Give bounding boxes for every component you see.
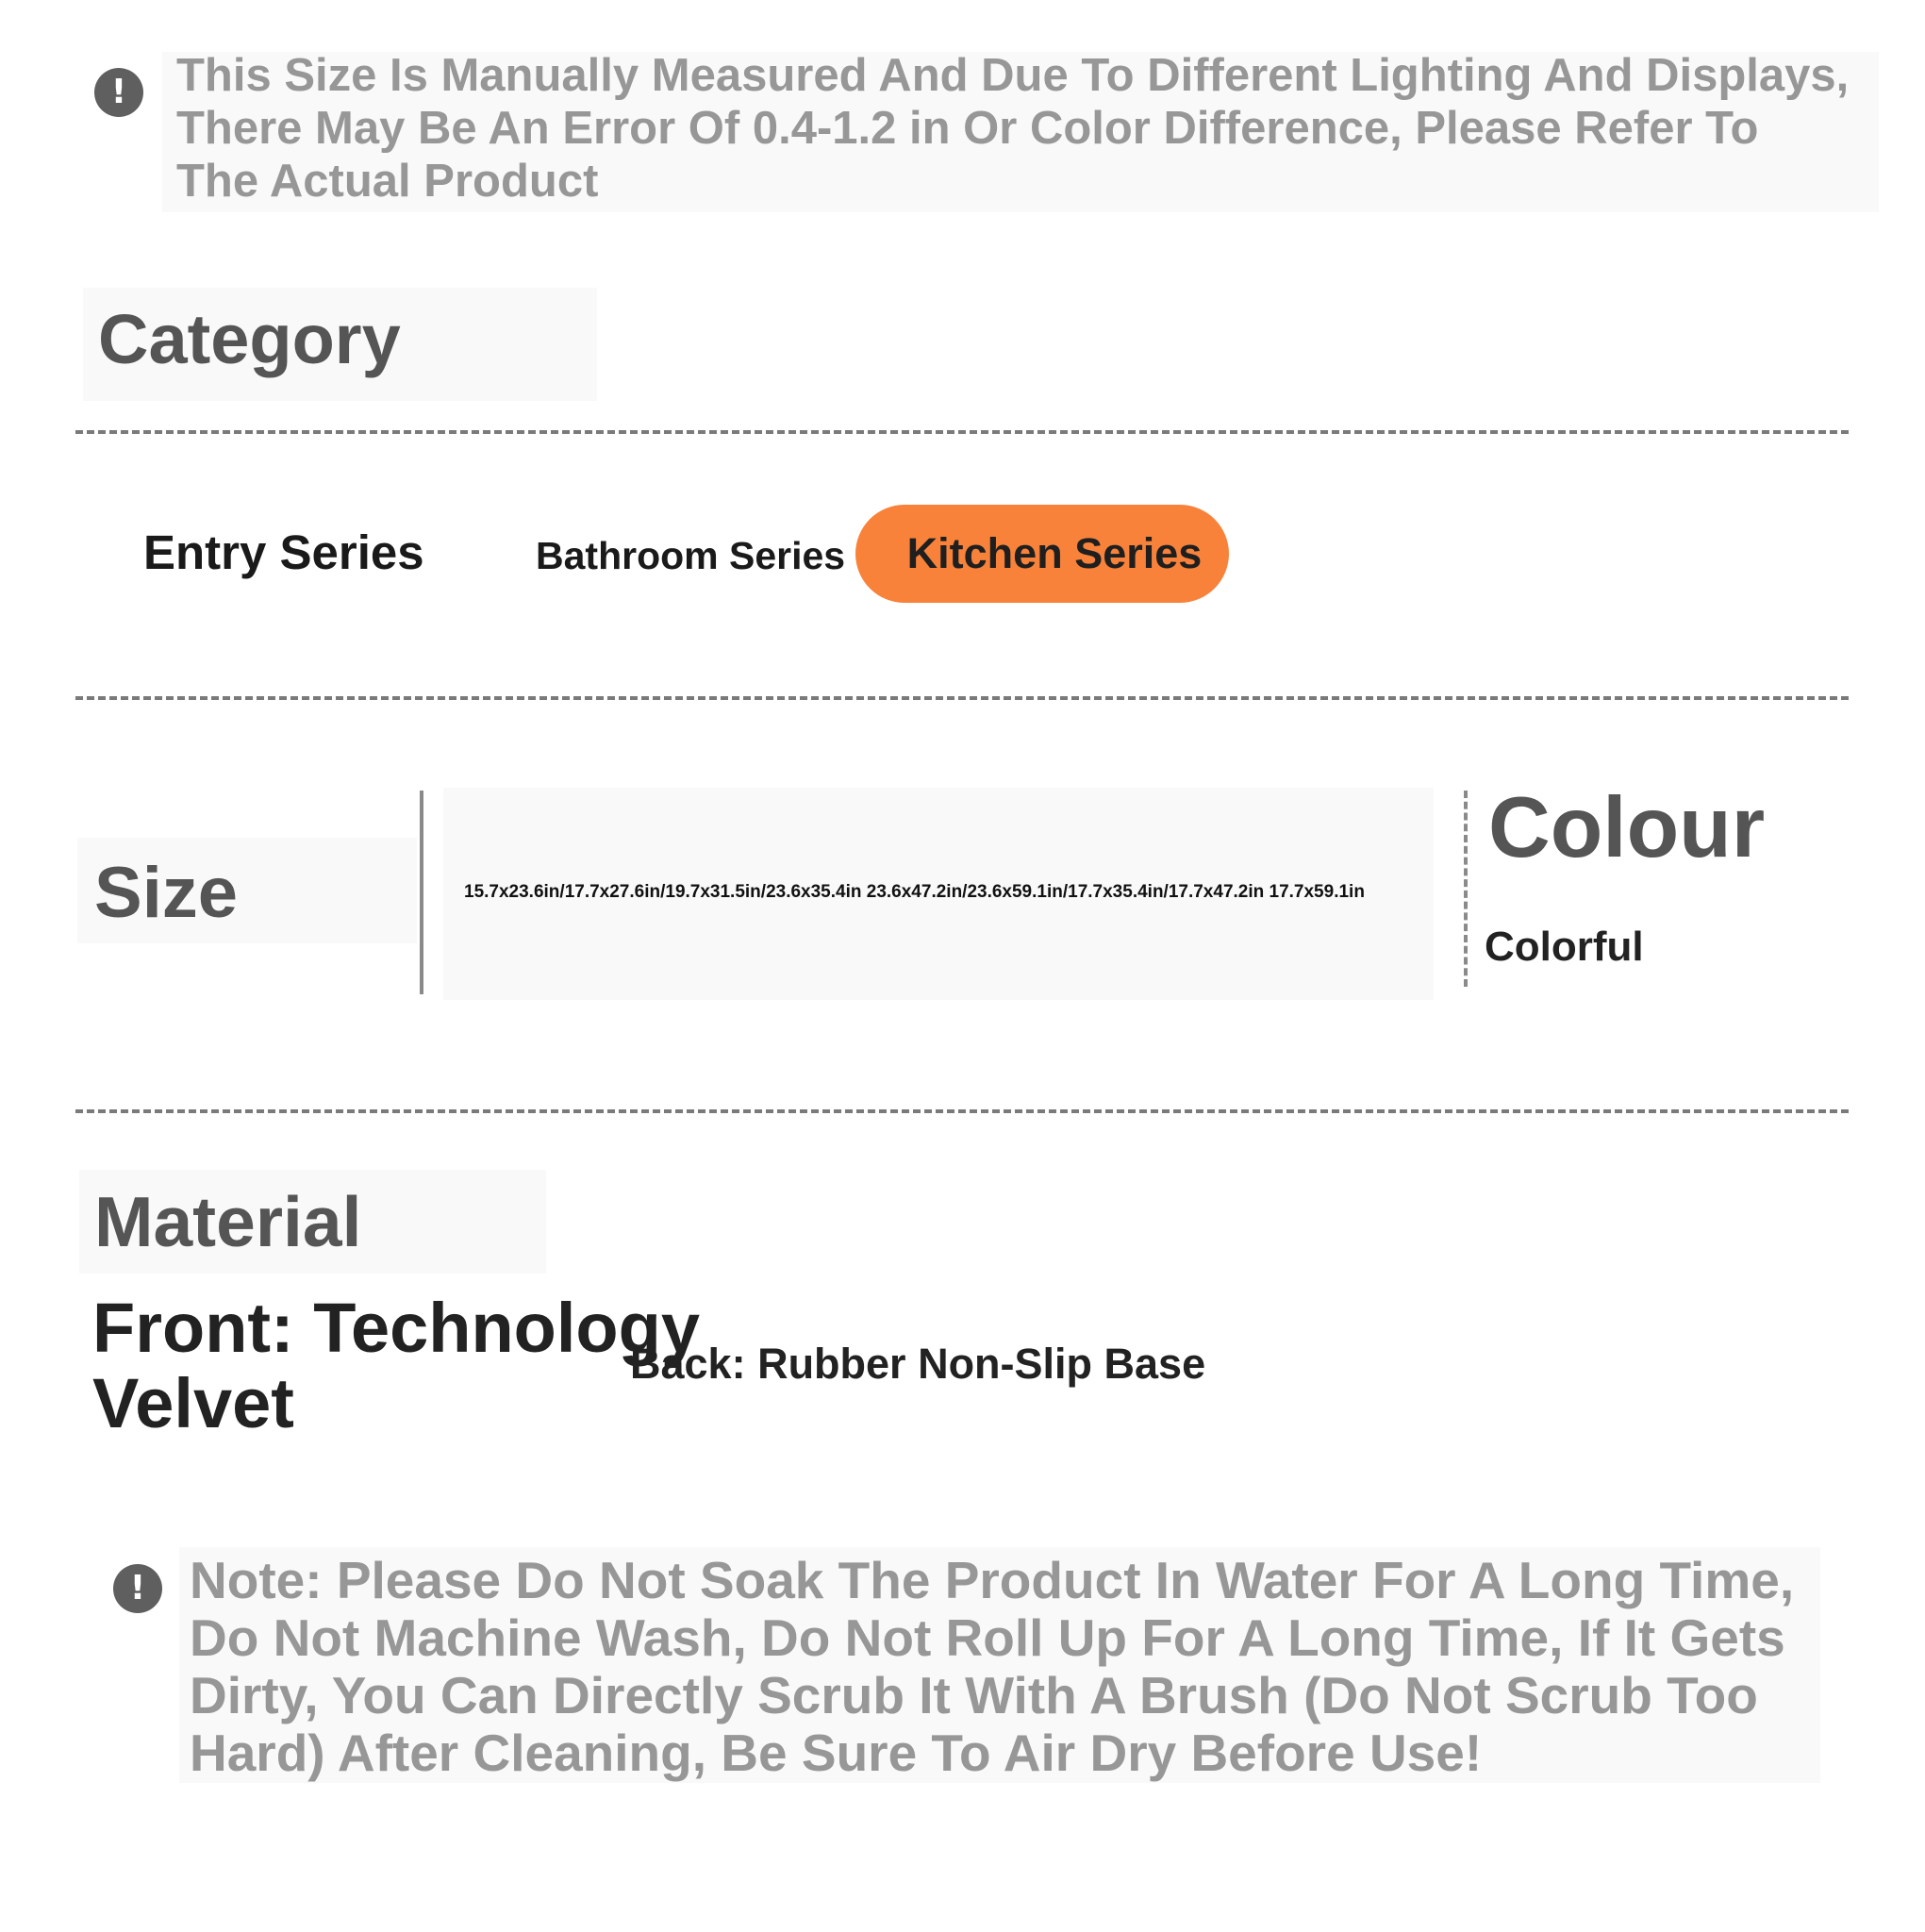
bottom-note-line-4: Hard) After Cleaning, Be Sure To Air Dry Before Use! xyxy=(190,1724,1483,1782)
bottom-note-line-1: Note: Please Do Not Soak The Product In Water For A Long Time, xyxy=(190,1551,1795,1609)
size-values: 15.7x23.6in/17.7x27.6in/19.7x31.5in/23.6x35.4in 23.6x47.2in/23.6x59.1in/17.7x35.4in/17.7x47.2in 17.7x59.1in xyxy=(464,882,1365,902)
colour-title: Colour xyxy=(1488,780,1766,875)
divider-1 xyxy=(75,430,1849,434)
top-note-line-2: There May Be An Error Of 0.4-1.2 in Or Color Difference, Please Refer To xyxy=(176,103,1759,154)
top-note-line-1: This Size Is Manually Measured And Due To Different Lighting And Displays, xyxy=(176,50,1850,101)
material-front-line-2: Velvet xyxy=(92,1364,294,1442)
kitchen-series-label: Kitchen Series xyxy=(906,529,1203,577)
material-back: Back: Rubber Non-Slip Base xyxy=(630,1340,1206,1388)
bottom-note-line-3: Dirty, You Can Directly Scrub It With A Brush (Do Not Scrub Too xyxy=(190,1666,1758,1724)
divider-3 xyxy=(75,1109,1849,1113)
category-option-kitchen-series[interactable] xyxy=(855,505,1229,603)
colour-value: Colorful xyxy=(1485,924,1644,970)
category-title: Category xyxy=(98,300,401,378)
size-title: Size xyxy=(94,853,239,933)
material-front-line-1: Front: Technology xyxy=(92,1289,700,1367)
category-option-entry-series[interactable]: Entry Series xyxy=(143,525,424,579)
size-divider xyxy=(420,791,423,994)
divider-2 xyxy=(75,696,1849,700)
exclamation-circle-icon: ! xyxy=(113,1564,162,1613)
material-title: Material xyxy=(94,1182,362,1261)
bottom-note-line-2: Do Not Machine Wash, Do Not Roll Up For A Long Time, If It Gets xyxy=(190,1608,1785,1667)
top-note-line-3: The Actual Product xyxy=(176,156,599,207)
exclamation-circle-icon: ! xyxy=(94,68,143,117)
category-option-bathroom-series[interactable]: Bathroom Series xyxy=(536,534,846,577)
colour-divider xyxy=(1464,791,1468,987)
